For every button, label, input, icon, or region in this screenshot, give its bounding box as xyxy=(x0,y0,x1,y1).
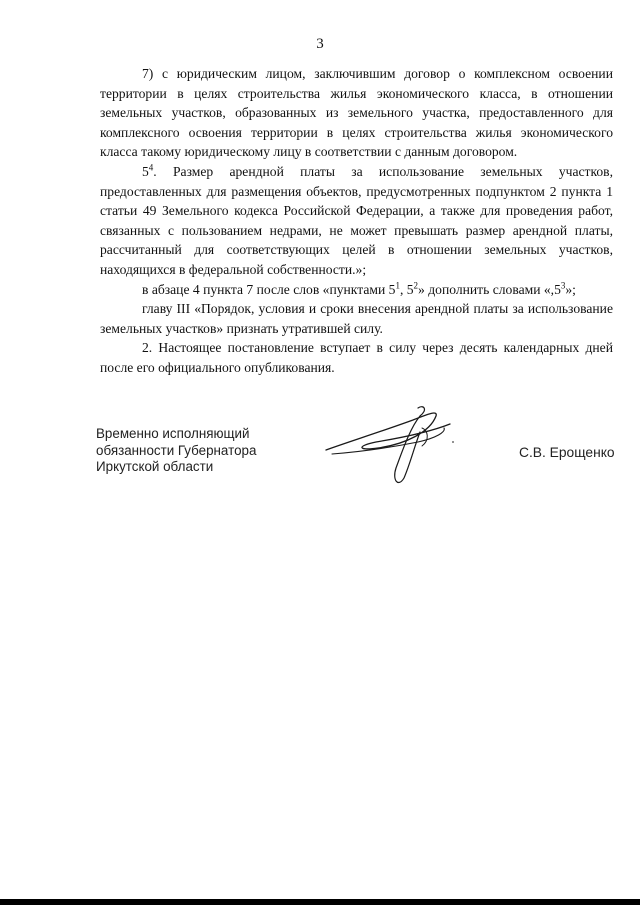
signer-position-line: Временно исполняющий xyxy=(96,426,250,441)
signer-position xyxy=(96,426,256,476)
superscript: 1 xyxy=(395,280,400,290)
signer-position-line: Иркутской области xyxy=(96,459,214,474)
paragraph-item-7: 7) с юридическим лицом, заключившим договор о комплексном освоении территории в целях строительства жилья экономического класса, в отношении земельных участков, образованных из земельного участка, предоставленного для комплексного освоения территории в целях строительства жилья экономического класса такому юридическому лицу в соответствии с данным договором. xyxy=(100,66,613,160)
paragraph-effective-date: 2. Настоящее постановление вступает в силу через десять календарных дней после его официального опубликования. xyxy=(100,340,613,375)
superscript: 4 xyxy=(148,162,154,173)
text-run: , 5 xyxy=(399,281,414,297)
paragraph-5-4 xyxy=(100,162,613,280)
signer-name: С.В. Ерощенко xyxy=(519,445,615,460)
signer-position-line: обязанности Губернатора xyxy=(96,442,257,458)
text-run: »; xyxy=(565,281,576,297)
handwritten-signature xyxy=(318,402,468,492)
paragraph-chapter-iii: главу III «Порядок, условия и сроки внесения арендной платы за использование земельных участков» признать утратившей силу. xyxy=(100,301,613,336)
paragraph-text: . Размер арендной платы за использование земельных участков, предоставленных для размещения объектов, предусмотренных подпунктом 2 пункта 1 статьи 49 Земельного кодекса Российской Федерации, а также для проведения работ, связанных с пользованием недрами, не может превышать размер арендной платы, рассчитанный для соответствующих целей в отношении земельных участков, находящихся в федеральной собственности.»; xyxy=(100,163,613,277)
page-number: 3 xyxy=(316,36,324,52)
superscript: 2 xyxy=(413,280,419,290)
scan-bottom-edge xyxy=(0,899,640,905)
text-run: » дополнить словами «,5 xyxy=(418,281,561,297)
paragraph-abzac xyxy=(100,280,613,300)
paragraph-number: 5 xyxy=(142,163,149,179)
superscript: 3 xyxy=(560,280,566,290)
text-run: в абзаце 4 пункта 7 после слов «пунктами 5 xyxy=(142,281,396,297)
document-body xyxy=(100,64,613,378)
